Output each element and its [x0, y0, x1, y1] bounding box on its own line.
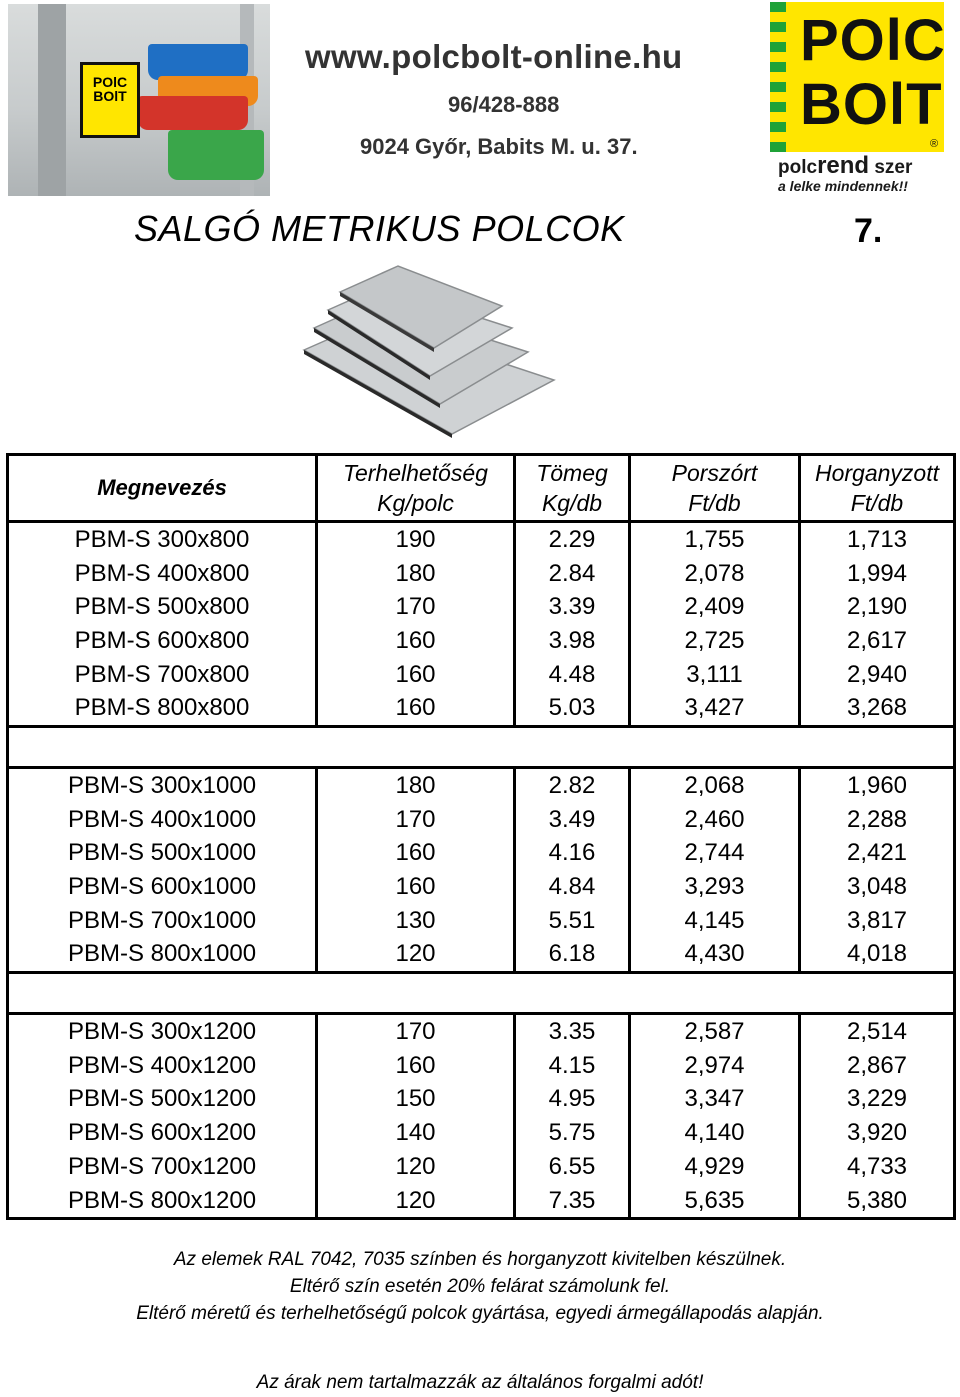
cell-name: PBM-S 800x800	[9, 691, 318, 725]
tagline-polc: polc	[778, 157, 818, 178]
cell-name: PBM-S 300x1200	[9, 1015, 318, 1049]
cell-name: PBM-S 500x800	[9, 590, 318, 624]
cell-name: PBM-S 700x800	[9, 658, 318, 692]
logo-tagline	[778, 152, 912, 180]
cell-weight: 5.51	[516, 904, 631, 938]
cell-galv-price: 5,380	[846, 1186, 908, 1214]
table-row	[9, 1116, 953, 1150]
cell-powder-price: 4,929	[631, 1150, 801, 1184]
header-galvanized	[801, 456, 953, 520]
cell-galv-price: 1,994	[846, 559, 908, 587]
cell-weight: 5.03	[516, 691, 631, 725]
table-row	[9, 1049, 953, 1083]
cell-weight: 3.49	[516, 803, 631, 837]
table-group-separator	[9, 725, 953, 769]
tagline-szer: szer	[869, 157, 913, 178]
cell-name: PBM-S 500x1200	[9, 1083, 318, 1117]
table-row	[9, 1015, 953, 1049]
cell-powder-price: 4,430	[631, 938, 801, 972]
cell-weight: 3.98	[516, 624, 631, 658]
cell-name: PBM-S 400x1200	[9, 1049, 318, 1083]
note-line: Eltérő szín esetén 20% felárat számolunk fel.	[289, 1276, 671, 1297]
header-load-line2: Kg/polc	[377, 490, 454, 516]
cell-weight: 3.35	[516, 1015, 631, 1049]
table-row	[9, 1083, 953, 1117]
header-galv-line2: Ft/db	[850, 490, 904, 516]
cell-load: 120	[318, 1150, 516, 1184]
logo-text-line1: POlC	[800, 8, 946, 73]
cell-galv-price: 2,288	[846, 805, 908, 833]
shelf-post	[38, 4, 66, 196]
cell-name: PBM-S 700x1000	[9, 904, 318, 938]
cell-powder-price: 2,587	[631, 1015, 801, 1049]
table-row	[9, 904, 953, 938]
cell-name: PBM-S 300x1000	[9, 769, 318, 803]
cell-powder-price: 2,460	[631, 803, 801, 837]
logo-text-line2: BOlT	[800, 72, 943, 137]
cell-powder-price: 3,427	[631, 691, 801, 725]
cell-load: 120	[318, 938, 516, 972]
cell-load: 160	[318, 691, 516, 725]
storage-bin-green	[168, 130, 264, 180]
cell-name: PBM-S 600x800	[9, 624, 318, 658]
website-url: www.polcbolt-online.hu	[305, 38, 683, 75]
cell-powder-price: 3,293	[631, 870, 801, 904]
cell-weight: 4.15	[516, 1049, 631, 1083]
cell-name: PBM-S 700x1200	[9, 1150, 318, 1184]
cell-load: 160	[318, 837, 516, 871]
storage-bin-red	[138, 96, 248, 130]
table-row	[9, 1150, 953, 1184]
cell-powder-price: 2,725	[631, 624, 801, 658]
cell-load: 160	[318, 624, 516, 658]
logo-slogan: a lelke mindennek!!	[778, 178, 908, 194]
header-weight	[516, 456, 631, 520]
cell-galv-price: 2,190	[846, 593, 908, 621]
cell-galv-price: 4,733	[846, 1152, 908, 1180]
cell-galv-price: 1,713	[846, 525, 908, 553]
cell-name: PBM-S 500x1000	[9, 837, 318, 871]
table-row	[9, 938, 953, 972]
cell-powder-price: 3,111	[631, 658, 801, 692]
table-group-separator	[9, 971, 953, 1015]
registered-mark: ®	[930, 138, 939, 150]
cell-galv-price: 2,940	[846, 660, 908, 688]
phone-number: 96/428-888	[448, 92, 560, 117]
vat-note: Az árak nem tartalmazzák az általános forgalmi adót!	[256, 1372, 704, 1393]
cell-powder-price: 4,140	[631, 1116, 801, 1150]
mini-logo-text-1: POlC	[92, 74, 128, 90]
cell-weight: 2.84	[516, 557, 631, 591]
cell-load: 160	[318, 1049, 516, 1083]
cell-galv-price: 3,048	[846, 873, 908, 901]
cell-name: PBM-S 400x1000	[9, 803, 318, 837]
cell-galv-price: 3,229	[846, 1085, 908, 1113]
header-powder-line1: Porszórt	[671, 460, 758, 486]
table-body	[9, 523, 953, 1217]
cell-weight: 2.29	[516, 523, 631, 557]
cell-galv-price: 3,817	[846, 906, 908, 934]
header-weight-line2: Kg/db	[541, 490, 603, 516]
polcbolt-logo	[770, 2, 946, 198]
cell-load: 130	[318, 904, 516, 938]
header-weight-line1: Tömeg	[536, 460, 608, 486]
cell-galv-price: 2,421	[846, 839, 908, 867]
logo-stripe	[770, 2, 786, 152]
header-banner	[0, 0, 960, 200]
table-row	[9, 803, 953, 837]
cell-load: 180	[318, 769, 516, 803]
storage-bin-blue	[148, 44, 248, 80]
cell-powder-price: 2,068	[631, 769, 801, 803]
cell-weight: 4.48	[516, 658, 631, 692]
cell-weight: 7.35	[516, 1184, 631, 1218]
note-line: Eltérő méretű és terhelhetőségű polcok gyártása, egyedi ármegállapodás alapján.	[136, 1303, 824, 1324]
table-row	[9, 590, 953, 624]
cell-load: 140	[318, 1116, 516, 1150]
shelving-photo	[8, 4, 270, 196]
cell-weight: 6.55	[516, 1150, 631, 1184]
cell-weight: 4.95	[516, 1083, 631, 1117]
cell-powder-price: 3,347	[631, 1083, 801, 1117]
table-row	[9, 557, 953, 591]
cell-powder-price: 4,145	[631, 904, 801, 938]
header-powder-line2: Ft/db	[688, 490, 741, 516]
mini-logo	[80, 62, 140, 138]
header-name: Megnevezés	[9, 456, 318, 520]
page-title: SALGÓ METRIKUS POLCOK	[134, 208, 625, 249]
cell-galv-price: 4,018	[846, 940, 908, 968]
cell-load: 190	[318, 523, 516, 557]
table-row	[9, 769, 953, 803]
cell-load: 160	[318, 870, 516, 904]
notes	[0, 1246, 960, 1327]
cell-galv-price: 2,617	[846, 626, 908, 654]
cell-galv-price: 2,867	[846, 1051, 908, 1079]
cell-load: 120	[318, 1184, 516, 1218]
cell-name: PBM-S 800x1000	[9, 938, 318, 972]
cell-powder-price: 5,635	[631, 1184, 801, 1218]
cell-name: PBM-S 600x1200	[9, 1116, 318, 1150]
cell-name: PBM-S 600x1000	[9, 870, 318, 904]
cell-galv-price: 1,960	[846, 771, 908, 799]
price-table	[6, 453, 956, 1220]
table-row	[9, 691, 953, 725]
header-load-line1: Terhelhetőség	[343, 460, 488, 486]
table-row	[9, 870, 953, 904]
table-row	[9, 624, 953, 658]
cell-powder-price: 1,755	[631, 523, 801, 557]
table-row	[9, 523, 953, 557]
shelf-panels-illustration	[302, 262, 558, 440]
cell-powder-price: 2,974	[631, 1049, 801, 1083]
cell-galv-price: 2,514	[846, 1018, 908, 1046]
cell-load: 170	[318, 1015, 516, 1049]
cell-weight: 6.18	[516, 938, 631, 972]
mini-logo-text-2: BOlT	[93, 88, 127, 104]
header-galv-line1: Horganyzott	[814, 460, 939, 486]
note-line: Az elemek RAL 7042, 7035 színben és horganyzott kivitelben készülnek.	[173, 1249, 787, 1270]
cell-weight: 4.84	[516, 870, 631, 904]
cell-weight: 2.82	[516, 769, 631, 803]
cell-load: 160	[318, 658, 516, 692]
address: 9024 Győr, Babits M. u. 37.	[360, 134, 638, 159]
cell-load: 180	[318, 557, 516, 591]
cell-weight: 3.39	[516, 590, 631, 624]
cell-weight: 4.16	[516, 837, 631, 871]
cell-name: PBM-S 300x800	[9, 523, 318, 557]
table-row	[9, 658, 953, 692]
cell-name: PBM-S 800x1200	[9, 1184, 318, 1218]
cell-powder-price: 2,078	[631, 557, 801, 591]
header-load	[318, 456, 516, 520]
table-row	[9, 1184, 953, 1218]
cell-load: 150	[318, 1083, 516, 1117]
page-number: 7.	[854, 212, 883, 250]
cell-powder-price: 2,744	[631, 837, 801, 871]
cell-name: PBM-S 400x800	[9, 557, 318, 591]
cell-galv-price: 3,268	[846, 694, 908, 722]
cell-powder-price: 2,409	[631, 590, 801, 624]
cell-galv-price: 3,920	[846, 1119, 908, 1147]
cell-load: 170	[318, 590, 516, 624]
tagline-rend: rend	[817, 152, 870, 179]
table-row	[9, 837, 953, 871]
table-header-row	[9, 456, 953, 523]
cell-load: 170	[318, 803, 516, 837]
cell-weight: 5.75	[516, 1116, 631, 1150]
header-powder-coated	[631, 456, 801, 520]
